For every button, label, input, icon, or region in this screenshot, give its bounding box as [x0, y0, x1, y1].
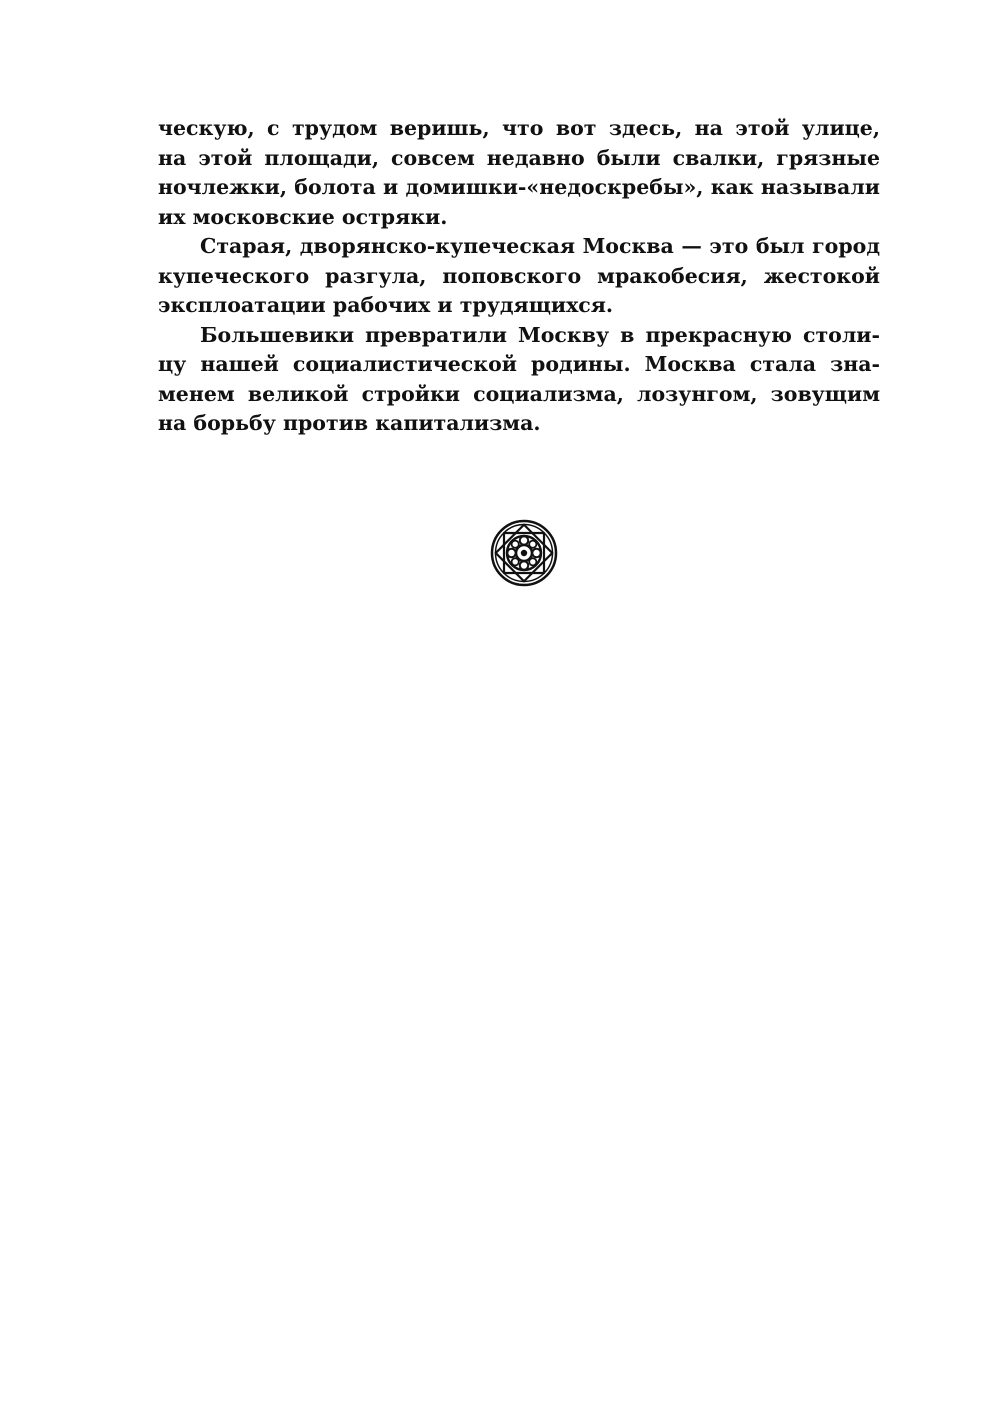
text-line: ческую, с трудом веришь, что вот здесь, на этой улице,	[158, 116, 880, 140]
text-line: менем великой стройки социализма, лозунгом, зовущим	[158, 381, 880, 406]
text-line: цу нашей социалистической родины. Москва стала зна-	[158, 352, 880, 376]
text-line: их московские остряки.	[158, 204, 448, 229]
text-line: ночлежки, болота и домишки-«недоскребы», как называли	[158, 175, 880, 199]
text-line: эксплоатации рабочих и трудящихся.	[158, 293, 614, 317]
text-line: Старая, дворянско-купеческая Москва — это был город	[200, 234, 880, 258]
text-line: на борьбу против капитализма.	[158, 411, 541, 435]
body-text	[158, 114, 880, 439]
text-line: Большевики превратили Москву в прекрасную столи-	[200, 322, 880, 347]
rosette-ornament-icon	[490, 519, 558, 587]
text-line: купеческого разгула, поповского мракобесия, жестокой	[158, 263, 880, 288]
text-line: на этой площади, совсем недавно были свалки, грязные	[158, 145, 880, 170]
